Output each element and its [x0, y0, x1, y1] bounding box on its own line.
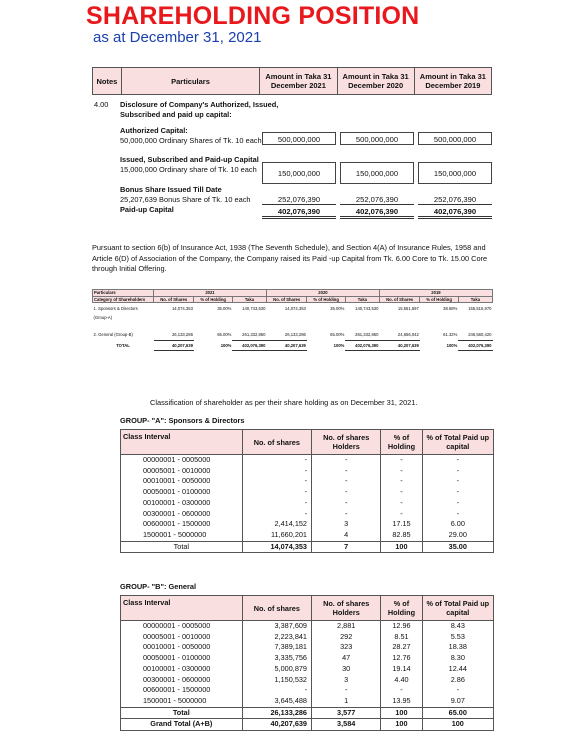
total-row [121, 541, 494, 553]
table-row [121, 498, 494, 509]
bonus-label: Bonus Share Issued Till Date [120, 185, 222, 194]
pct-paidup-cell: 18.38 [422, 642, 493, 653]
paidup-2019: 402,076,390 [418, 207, 492, 219]
sh-cell: 65.00% [330, 331, 345, 337]
no-shares-cell: 11,660,201 [242, 530, 311, 541]
table-row [121, 664, 494, 675]
no-shares-cell: 3,645,488 [242, 696, 311, 707]
class-interval-cell: 1500001 - 5000000 [121, 530, 243, 541]
pct-paidup-cell: 6.00 [422, 519, 493, 530]
col-pct-holding: % of Holding [381, 430, 422, 455]
total-cell: 3,577 [312, 707, 381, 719]
paidup-2021: 402,076,390 [262, 207, 336, 219]
paidup-2020: 402,076,390 [340, 207, 414, 219]
total-cell: Total [121, 541, 243, 553]
no-shares-cell: 7,389,181 [242, 642, 311, 653]
class-interval-cell: 00100001 - 0300000 [121, 498, 243, 509]
sh-cell: 140,743,530 [355, 306, 379, 311]
sh-col-shares: No. of Shares [154, 296, 194, 303]
group-b-table [120, 595, 494, 731]
table-row [121, 476, 494, 487]
pct-paidup-cell: - [422, 466, 493, 477]
pct-paidup-cell: - [422, 455, 493, 466]
class-interval-cell: 00600001 - 1500000 [121, 685, 243, 696]
table-row [121, 519, 494, 530]
total-cell: 65.00 [422, 707, 493, 719]
bonus-2020: 252,076,390 [340, 195, 414, 205]
pct-paidup-cell: 12.44 [422, 664, 493, 675]
total-cell: Total [121, 707, 243, 719]
grand-total-cell: Grand Total (A+B) [121, 719, 243, 731]
table-row [93, 315, 493, 329]
pct-holding-cell: 17.15 [381, 519, 422, 530]
sh-cell: 35.00% [217, 306, 232, 311]
no-shares-cell: - [242, 685, 311, 696]
table-row [121, 466, 494, 477]
total-cell: 100 [381, 541, 422, 553]
total-row [121, 707, 494, 719]
sh-col-taka: Taka [232, 296, 266, 303]
shareholders-summary-table [92, 289, 493, 351]
pct-holding-cell: 12.96 [381, 621, 422, 632]
no-shares-cell: 3,335,756 [242, 653, 311, 664]
total-cell: 14,074,353 [242, 541, 311, 553]
sh-col-pct: % of Holding [194, 296, 233, 303]
holders-cell: 323 [312, 642, 381, 653]
sh-col-taka: Taka [345, 296, 379, 303]
class-interval-cell: 00010001 - 0050000 [121, 642, 243, 653]
sh-cell: 402,076,390 [345, 341, 379, 351]
no-shares-cell: 5,000,879 [242, 664, 311, 675]
sh-cell: 38.68% [443, 306, 458, 311]
issued-2020: 150,000,000 [340, 162, 414, 184]
sh-cell: 26,133,286 [171, 331, 193, 337]
no-shares-cell: 2,414,152 [242, 519, 311, 530]
holders-cell: 3 [312, 519, 381, 530]
sh-cell: 35.00% [330, 306, 345, 311]
class-interval-cell: 00050001 - 0100000 [121, 653, 243, 664]
sh-cell: 246,560,420 [468, 331, 492, 337]
holders-cell: 292 [312, 632, 381, 643]
holders-cell: 4 [312, 530, 381, 541]
pct-holding-cell: 28.27 [381, 642, 422, 653]
issued-2019: 150,000,000 [418, 162, 492, 184]
sh-col-pct: % of Holding [420, 296, 459, 303]
no-shares-cell: - [242, 509, 311, 520]
sh-cell: 140,743,530 [242, 306, 266, 311]
sh-cell: 100% [220, 342, 232, 348]
pct-paidup-cell: 29.00 [422, 530, 493, 541]
pct-holding-cell: - [381, 455, 422, 466]
sh-cell: 24,656,042 [397, 331, 419, 337]
pct-holding-cell: 82.85 [381, 530, 422, 541]
class-interval-cell: 00000001 - 0005000 [121, 455, 243, 466]
bonus-2019: 252,076,390 [418, 195, 492, 205]
group-a-table [120, 429, 494, 553]
col-2021: Amount in Taka 31 December 2021 [260, 68, 337, 95]
sh-col-shares: No. of Shares [379, 296, 419, 303]
pct-holding-cell: - [381, 466, 422, 477]
authorized-2019: 500,000,000 [418, 132, 492, 145]
bonus-2021: 252,076,390 [262, 195, 336, 205]
holders-cell: - [312, 509, 381, 520]
total-cell: 100 [381, 707, 422, 719]
col-pct-paidup: % of Total Paid up capital [422, 596, 493, 621]
sh-cell: 26,133,286 [284, 331, 306, 337]
col-no-shares: No. of shares [242, 596, 311, 621]
pct-paidup-cell: 2.86 [422, 675, 493, 686]
table-row [121, 487, 494, 498]
holders-cell: - [312, 685, 381, 696]
class-interval-cell: 1500001 - 5000000 [121, 696, 243, 707]
sh-particulars: Particulars [93, 290, 154, 297]
class-interval-cell: 00100001 - 0300000 [121, 664, 243, 675]
classification-text: Classification of shareholder as per their share holding as on December 31, 2021. [150, 398, 418, 407]
table-row [93, 329, 493, 341]
class-interval-cell: 00005001 - 0010000 [121, 632, 243, 643]
sh-row-total: TOTAL [116, 342, 130, 348]
sh-year-2021: 2021 [154, 290, 267, 297]
holders-cell: 3 [312, 675, 381, 686]
class-interval-cell: 00000001 - 0005000 [121, 621, 243, 632]
no-shares-cell: 1,150,532 [242, 675, 311, 686]
class-interval-cell: 00300001 - 0600000 [121, 509, 243, 520]
sh-cell: 61.32% [443, 331, 458, 337]
sh-row-label: 2. General (Group-B) [93, 331, 133, 337]
pct-paidup-cell: - [422, 476, 493, 487]
sh-cell: 402,076,390 [458, 341, 492, 351]
total-row [121, 719, 494, 731]
col-2020: Amount in Taka 31 December 2020 [337, 68, 414, 95]
sh-col-shares: No. of Shares [266, 296, 306, 303]
pct-paidup-cell: - [422, 685, 493, 696]
class-interval-cell: 00005001 - 0010000 [121, 466, 243, 477]
no-shares-cell: 3,387,609 [242, 621, 311, 632]
holders-cell: 1 [312, 696, 381, 707]
pct-holding-cell: - [381, 476, 422, 487]
total-cell: 35.00 [422, 541, 493, 553]
col-holders: No. of shares Holders [312, 430, 381, 455]
col-particulars: Particulars [121, 68, 260, 95]
no-shares-cell: - [242, 466, 311, 477]
holders-cell: - [312, 498, 381, 509]
sh-cell: 155,515,970 [468, 306, 492, 311]
pct-holding-cell: - [381, 487, 422, 498]
table-row [93, 303, 493, 315]
class-interval-cell: 00300001 - 0600000 [121, 675, 243, 686]
sh-category: Category of Shareholders [93, 296, 154, 303]
sh-cell: 15,551,597 [397, 306, 419, 311]
pct-paidup-cell: 8.30 [422, 653, 493, 664]
authorized-2020: 500,000,000 [340, 132, 414, 145]
holders-cell: 2,881 [312, 621, 381, 632]
table-row [121, 653, 494, 664]
grand-total-cell: 40,207,639 [242, 719, 311, 731]
table-row [121, 696, 494, 707]
col-no-shares: No. of shares [242, 430, 311, 455]
no-shares-cell: - [242, 498, 311, 509]
grand-total-cell: 3,584 [312, 719, 381, 731]
no-shares-cell: - [242, 487, 311, 498]
table-row [121, 530, 494, 541]
table-row [121, 685, 494, 696]
sh-col-pct: % of Holding [307, 296, 346, 303]
pct-holding-cell: 4.40 [381, 675, 422, 686]
table-row [121, 621, 494, 632]
issued-label: Issued, Subscribed and Paid-up Capital [120, 155, 259, 164]
table-row [121, 675, 494, 686]
sh-cell: 14,074,353 [284, 306, 306, 311]
page-subtitle: as at December 31, 2021 [93, 29, 262, 46]
pct-holding-cell: - [381, 509, 422, 520]
no-shares-cell: - [242, 455, 311, 466]
capital-table-header [92, 67, 492, 95]
sh-cell: 14,074,353 [171, 306, 193, 311]
group-a-title: GROUP- "A": Sponsors & Directors [120, 416, 245, 425]
grand-total-cell: 100 [422, 719, 493, 731]
table-row [121, 632, 494, 643]
pct-paidup-cell: - [422, 498, 493, 509]
table-row [121, 642, 494, 653]
sh-cell: 40,207,639 [154, 341, 194, 351]
pct-holding-cell: - [381, 498, 422, 509]
col-2019: Amount in Taka 31 December 2019 [414, 68, 491, 95]
pct-paidup-cell: 9.07 [422, 696, 493, 707]
col-notes: Notes [93, 68, 122, 95]
sh-cell: 65.00% [217, 331, 232, 337]
issued-desc: 15,000,000 Ordinary share of Tk. 10 each [120, 165, 257, 174]
authorized-label: Authorized Capital: [120, 126, 188, 135]
pct-holding-cell: 8.51 [381, 632, 422, 643]
holders-cell: - [312, 455, 381, 466]
pct-holding-cell: 12.76 [381, 653, 422, 664]
sh-cell: 100% [333, 342, 345, 348]
capital-paragraph: Pursuant to section 6(b) of Insurance Act, 1938 (The Seventh Schedule), and Section 4(A) of Insurance Rules, 1958 and Article 6(D) of Association of the Company, the Company raised its Paid -up Capital from Tk. 6.00 Core to Tk. 15.00 Core through Initial Offering. [92, 243, 488, 273]
col-class-interval: Class Interval [121, 430, 243, 455]
bonus-desc: 25,207,639 Bonus Share of Tk. 10 each [120, 195, 251, 204]
total-cell: 26,133,286 [242, 707, 311, 719]
pct-paidup-cell: 5.53 [422, 632, 493, 643]
sh-cell: 402,076,390 [232, 341, 266, 351]
pct-holding-cell: 19.14 [381, 664, 422, 675]
col-pct-holding: % of Holding [381, 596, 422, 621]
pct-holding-cell: 13.95 [381, 696, 422, 707]
sh-cell: 100% [446, 342, 458, 348]
class-interval-cell: 00050001 - 0100000 [121, 487, 243, 498]
note-number: 4.00 [94, 100, 109, 109]
col-pct-paidup: % of Total Paid up capital [422, 430, 493, 455]
sh-year-2020: 2020 [266, 290, 379, 297]
sh-cell: 40,207,639 [379, 341, 419, 351]
sh-cell: 40,207,639 [266, 341, 306, 351]
sh-year-2019: 2019 [379, 290, 492, 297]
no-shares-cell: - [242, 476, 311, 487]
paidup-label: Paid-up Capital [120, 205, 174, 214]
sh-col-taka: Taka [458, 296, 492, 303]
grand-total-cell: 100 [381, 719, 422, 731]
col-holders: No. of shares Holders [312, 596, 381, 621]
holders-cell: - [312, 476, 381, 487]
table-row [121, 509, 494, 520]
holders-cell: - [312, 487, 381, 498]
pct-paidup-cell: 8.43 [422, 621, 493, 632]
holders-cell: 30 [312, 664, 381, 675]
table-row [93, 341, 493, 351]
holders-cell: - [312, 466, 381, 477]
class-interval-cell: 00010001 - 0050000 [121, 476, 243, 487]
page-title: SHAREHOLDING POSITION [86, 2, 420, 30]
class-interval-cell: 00600001 - 1500000 [121, 519, 243, 530]
pct-holding-cell: - [381, 685, 422, 696]
col-class-interval: Class Interval [121, 596, 243, 621]
sh-row-sublabel: (Group-A) [93, 314, 113, 320]
holders-cell: 47 [312, 653, 381, 664]
pct-paidup-cell: - [422, 509, 493, 520]
total-cell: 7 [312, 541, 381, 553]
group-b-title: GROUP- "B": General [120, 582, 196, 591]
disclosure-label: Disclosure of Company's Authorized, Issued, Subscribed and paid up capital: [120, 100, 279, 119]
pct-paidup-cell: - [422, 487, 493, 498]
sh-row-label: 1. Sponsors & Directors [93, 306, 138, 311]
table-row [121, 455, 494, 466]
authorized-desc: 50,000,000 Ordinary Shares of Tk. 10 each [120, 136, 262, 145]
sh-cell: 261,332,860 [355, 331, 379, 337]
sh-cell: 261,332,860 [242, 331, 266, 337]
issued-2021: 150,000,000 [262, 162, 336, 184]
authorized-2021: 500,000,000 [262, 132, 336, 145]
no-shares-cell: 2,223,841 [242, 632, 311, 643]
